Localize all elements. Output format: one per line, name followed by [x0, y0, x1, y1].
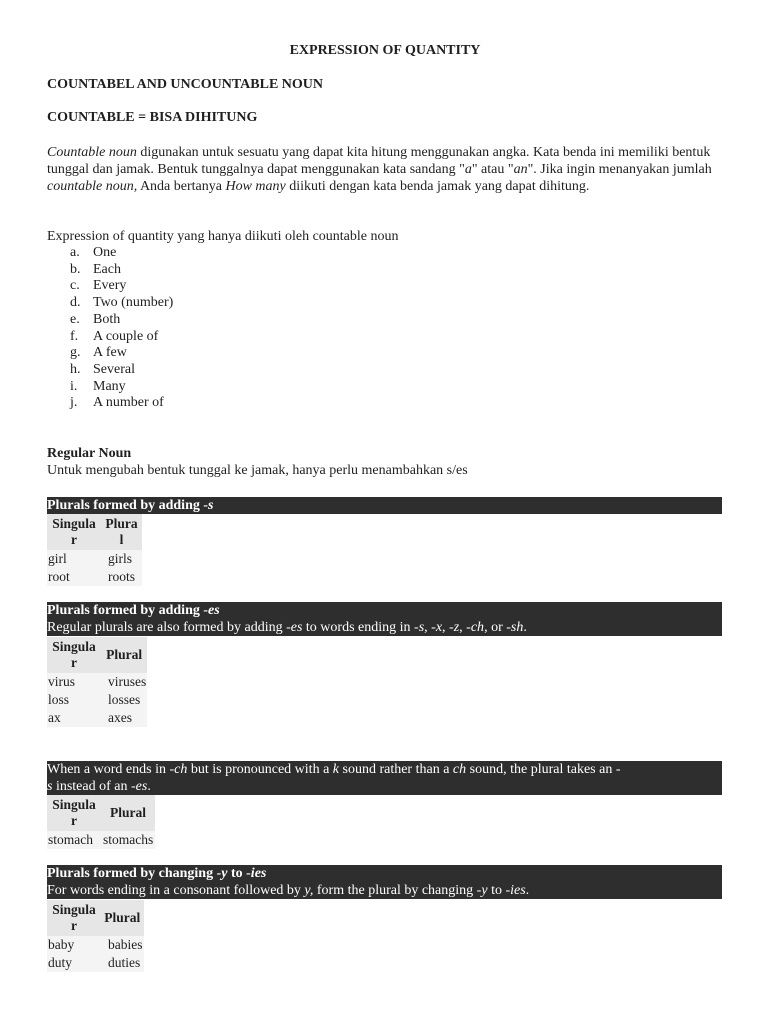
text-italic: -y	[476, 883, 488, 898]
text-italic: -x	[431, 620, 443, 635]
list-marker: c.	[70, 278, 80, 294]
list-item	[47, 312, 173, 329]
section-subtitle	[47, 762, 621, 794]
text-italic: countable noun,	[47, 179, 138, 194]
list-item	[47, 329, 173, 346]
section-title	[47, 497, 722, 514]
text-run: diikuti dengan kata benda jamak yang dapat dihitung.	[285, 179, 590, 194]
text-run: digunakan untuk sesuatu yang dapat kita hitung menggunakan angka. Kata benda ini memiliki bentuk tunggal dan jamak. Bentuk tunggalnya dapat menggunakan kata sandang "	[47, 145, 711, 177]
list-text: Two (number)	[93, 295, 174, 311]
text-run: ". Jika ingin menanyakan jumlah	[527, 162, 712, 177]
regular-noun-title: Regular Noun	[47, 446, 132, 461]
document-title: EXPRESSION OF QUANTITY	[289, 43, 481, 58]
text-run: to words ending in	[302, 620, 415, 635]
text-italic: -s	[414, 620, 425, 635]
table-row	[47, 936, 144, 954]
text-run: ,	[442, 620, 450, 635]
plural-table-ies	[47, 900, 144, 972]
section-subtitle	[47, 883, 529, 898]
list-marker: e.	[70, 311, 80, 327]
table-row	[47, 831, 155, 849]
plural-table-es	[47, 637, 147, 727]
table-row	[47, 709, 147, 727]
list-text: A number of	[93, 395, 164, 411]
list-text: A couple of	[93, 328, 159, 344]
text-run: sound, the plural takes an -	[466, 762, 621, 777]
cell: duty	[47, 954, 101, 972]
text-run: Plurals formed by changing	[47, 866, 217, 881]
table-row	[47, 954, 144, 972]
col-plural: Plura l	[101, 514, 142, 550]
text-run: sound rather than a	[339, 762, 453, 777]
text-italic: ch	[452, 762, 467, 777]
section-bar-adding-es	[47, 602, 722, 636]
section-title	[47, 602, 722, 619]
col-singular: Singula r	[47, 637, 101, 673]
col-plural: Plural	[101, 795, 155, 831]
list-item	[47, 295, 173, 312]
text-run: instead of an	[52, 779, 131, 794]
text-italic: -ies	[246, 866, 267, 881]
section-bar-ch-k-sound	[47, 761, 722, 795]
heading-countable-uncountable: COUNTABEL AND UNCOUNTABLE NOUN	[47, 77, 324, 92]
text-italic: k	[332, 762, 339, 777]
list-text: Every	[93, 278, 127, 294]
list-item	[47, 262, 173, 279]
text-run: Plurals formed by adding	[47, 603, 204, 618]
col-singular: Singula r	[47, 795, 101, 831]
col-singular: Singula r	[47, 900, 101, 936]
quantity-list	[47, 245, 173, 412]
text-italic: an	[513, 162, 528, 177]
table-row	[47, 568, 142, 586]
cell: viruses	[101, 673, 147, 691]
cell: loss	[47, 691, 101, 709]
regular-noun-text: Untuk mengubah bentuk tunggal ke jamak, hanya perlu menambahkan s/es	[47, 463, 468, 478]
text-run: to	[227, 866, 247, 881]
intro-paragraph	[47, 144, 723, 195]
cell: stomach	[47, 831, 101, 849]
table-header-row	[47, 514, 142, 550]
section-bar-y-to-ies	[47, 865, 722, 899]
table-row	[47, 673, 147, 691]
list-item	[47, 245, 173, 262]
cell: ax	[47, 709, 101, 727]
list-marker: i.	[70, 378, 78, 394]
text-run: Anda bertanya	[137, 179, 226, 194]
cell: roots	[101, 568, 142, 586]
text-run: , or	[484, 620, 507, 635]
text-run: " atau "	[471, 162, 514, 177]
table-header-row	[47, 637, 147, 673]
list-text: A few	[93, 345, 127, 361]
table-header-row	[47, 795, 155, 831]
table-header-row	[47, 900, 144, 936]
text-run: to	[487, 883, 506, 898]
text-run: Plurals formed by adding	[47, 498, 204, 513]
text-run: ,	[424, 620, 432, 635]
list-item	[47, 395, 173, 412]
table-row	[47, 691, 147, 709]
text-italic: -sh	[506, 620, 524, 635]
section-subtitle	[47, 620, 527, 635]
list-marker: b.	[70, 261, 81, 277]
text-italic: Countable noun	[47, 145, 137, 160]
text-run: but is pronounced with a	[187, 762, 333, 777]
cell: stomachs	[103, 832, 154, 847]
list-marker: h.	[70, 361, 81, 377]
text-italic: -ies	[505, 883, 526, 898]
list-marker: a.	[70, 245, 80, 260]
list-item	[47, 278, 173, 295]
text-italic: -z	[449, 620, 460, 635]
cell: axes	[101, 709, 147, 727]
text-run: .	[147, 779, 151, 794]
list-text: Both	[93, 311, 121, 327]
expression-intro: Expression of quantity yang hanya diikuti oleh countable noun	[47, 229, 399, 244]
col-plural: Plural	[101, 637, 147, 673]
list-marker: g.	[70, 345, 81, 361]
text-italic: y,	[304, 883, 314, 898]
plural-table-s	[47, 514, 142, 586]
text-italic: -ch	[466, 620, 485, 635]
text-italic: -s	[203, 498, 214, 513]
cell: losses	[101, 691, 147, 709]
col-plural: Plural	[101, 900, 144, 936]
text-italic: a	[464, 162, 472, 177]
text-run: Regular plurals are also formed by adding	[47, 620, 287, 635]
text-run: When a word ends in	[47, 762, 170, 777]
text-italic: -es	[286, 620, 303, 635]
list-text: Many	[93, 378, 126, 394]
cell: virus	[47, 673, 101, 691]
text-run: .	[523, 620, 527, 635]
list-item	[47, 362, 173, 379]
cell: root	[47, 568, 101, 586]
cell: babies	[101, 936, 144, 954]
list-marker: f.	[70, 328, 79, 344]
list-marker: d.	[70, 295, 81, 311]
cell: girl	[47, 550, 101, 568]
text-run: .	[525, 883, 530, 898]
list-marker: j.	[70, 395, 78, 411]
text-italic: -es	[203, 603, 220, 618]
list-text: Several	[93, 361, 135, 377]
list-item	[47, 345, 173, 362]
table-row	[47, 550, 142, 568]
col-singular: Singula r	[47, 514, 101, 550]
cell: baby	[47, 936, 101, 954]
text-run: For words ending in a consonant followed by	[47, 883, 305, 898]
text-italic: How many	[225, 179, 286, 194]
section-bar-adding-s	[47, 497, 722, 514]
text-italic: -ch	[169, 762, 188, 777]
cell: duties	[101, 954, 144, 972]
text-italic: -y	[216, 866, 228, 881]
text-italic: -es	[130, 779, 148, 794]
text-italic: s	[47, 779, 53, 794]
heading-countable: COUNTABLE = BISA DIHITUNG	[47, 110, 258, 125]
text-run: ,	[459, 620, 467, 635]
cell: girls	[101, 550, 142, 568]
list-item	[47, 379, 173, 396]
list-text: One	[93, 245, 117, 260]
list-text: Each	[93, 261, 121, 277]
plural-table-ch	[47, 795, 155, 849]
text-run: form the plural by changing	[313, 883, 477, 898]
section-title	[47, 865, 722, 882]
